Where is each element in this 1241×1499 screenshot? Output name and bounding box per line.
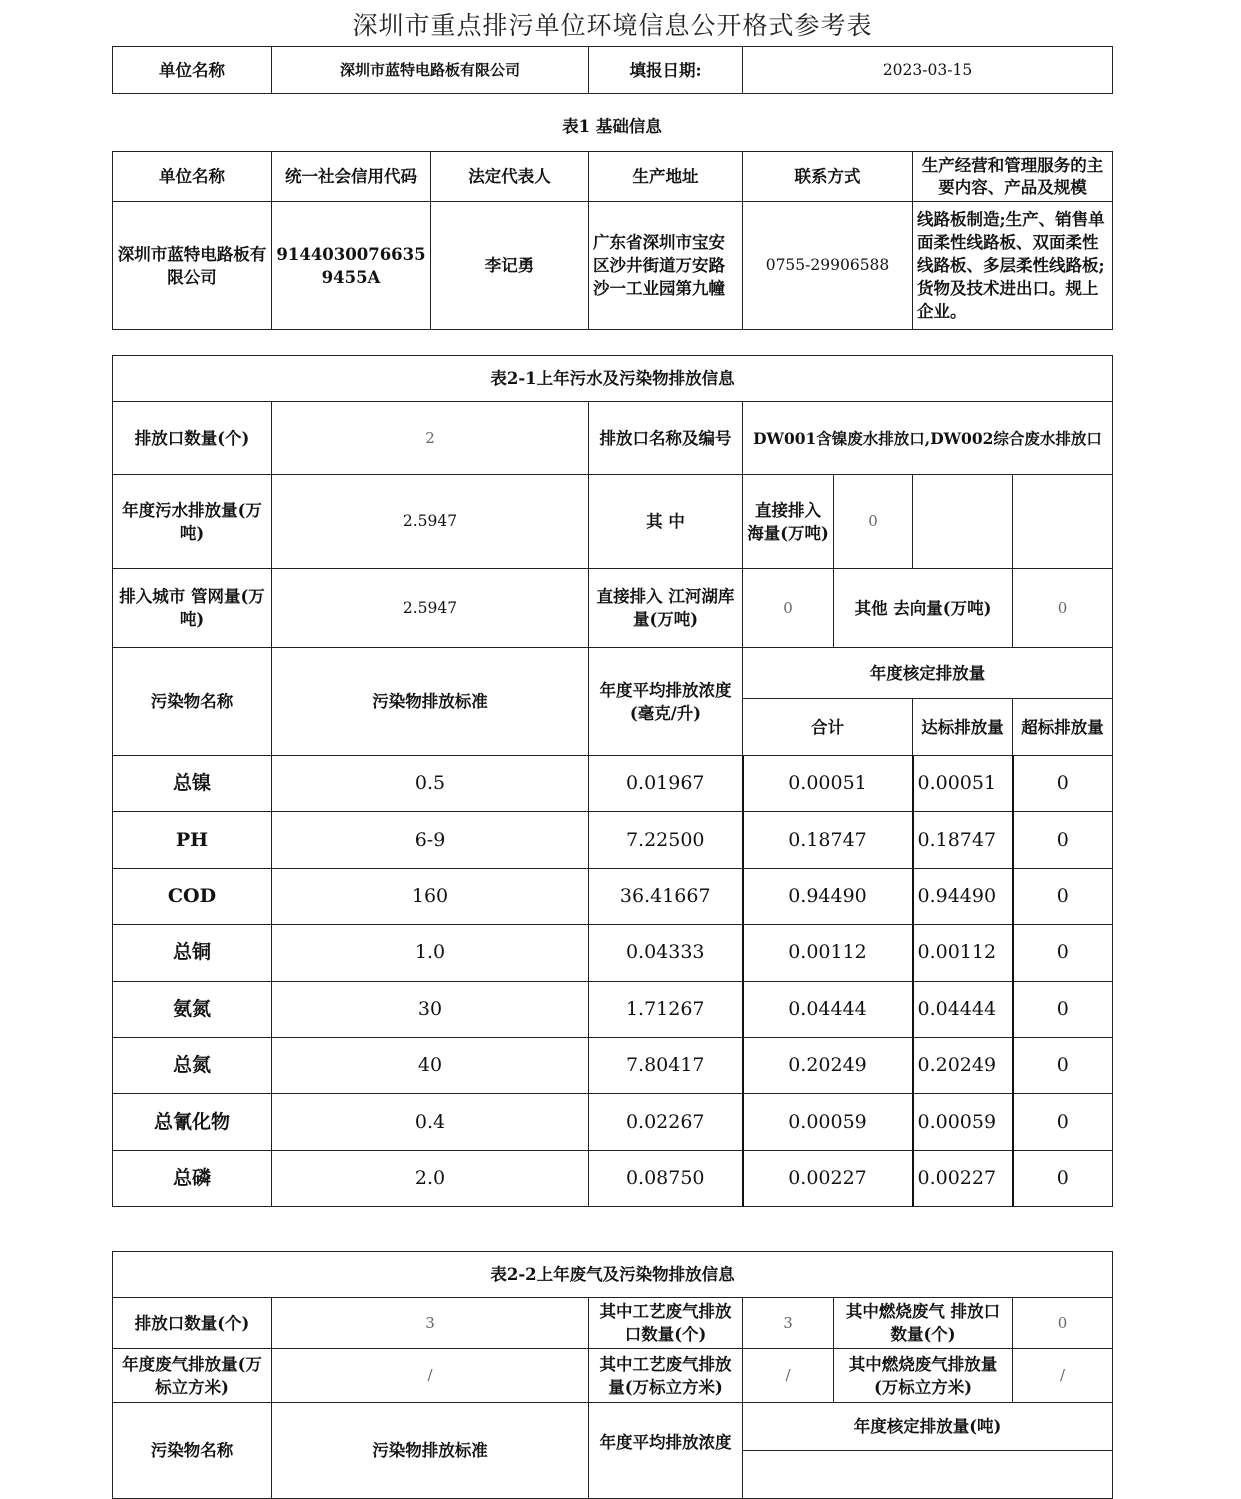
ww-sea-value: 0 <box>834 475 913 569</box>
ww-pollutant-compliant: 0.00059 <box>913 1094 1013 1150</box>
ww-pollutant-total: 0.20249 <box>743 1037 913 1093</box>
gas-process-amount-label: 其中工艺废气排放量(万标立方米) <box>589 1349 743 1403</box>
ww-pollutant-compliant: 0.00227 <box>913 1150 1013 1206</box>
ww-pollutant-name: 总铜 <box>113 925 272 981</box>
ww-pollutant-total: 0.94490 <box>743 868 913 924</box>
t1-credit-code: 91440300766359455A <box>272 202 431 330</box>
table21-caption: 表2-1上年污水及污染物排放信息 <box>113 356 1113 402</box>
table22-caption: 表2-2上年废气及污染物排放信息 <box>113 1252 1113 1298</box>
t1-header-contact: 联系方式 <box>743 152 913 202</box>
gas-process-count-label: 其中工艺废气排放口数量(个) <box>589 1298 743 1349</box>
ww-pollutant-exceed: 0 <box>1013 925 1113 981</box>
ww-pollutant-compliant: 0.20249 <box>913 1037 1013 1093</box>
table-row <box>113 812 1113 868</box>
ww-pollutant-compliant: 0.00051 <box>913 756 1013 812</box>
ww-sea-label: 直接排入海量(万吨) <box>743 475 834 569</box>
t1-unit-name: 深圳市蓝特电路板有限公司 <box>113 202 272 330</box>
ww-pollutant-exceed: 0 <box>1013 1037 1113 1093</box>
ww-city-label: 排入城市 管网量(万吨) <box>113 569 272 648</box>
t1-header-business: 生产经营和管理服务的主要内容、产品及规模 <box>913 152 1113 202</box>
ww-other-value: 0 <box>1013 569 1113 648</box>
page-title: 深圳市重点排污单位环境信息公开格式参考表 <box>352 11 873 40</box>
ww-pollutant-name: 氨氮 <box>113 981 272 1037</box>
ww-col-total: 合计 <box>743 699 913 756</box>
ww-pollutant-standard: 40 <box>272 1037 589 1093</box>
gas-process-amount: / <box>743 1349 834 1403</box>
gas-col-avg: 年度平均排放浓度 <box>589 1403 743 1499</box>
ww-col-approved: 年度核定排放量 <box>743 648 1113 699</box>
ww-col-exceed: 超标排放量 <box>1013 699 1113 756</box>
gas-combustion-amount-label: 其中燃烧废气排放量(万标立方米) <box>834 1349 1013 1403</box>
ww-river-label: 直接排入 江河湖库量(万吨) <box>589 569 743 648</box>
ww-pollutant-avg: 0.04333 <box>589 925 743 981</box>
ww-pollutant-exceed: 0 <box>1013 812 1113 868</box>
ww-pollutant-exceed: 0 <box>1013 1094 1113 1150</box>
ww-pollutant-compliant: 0.04444 <box>913 981 1013 1037</box>
t1-legal-rep: 李记勇 <box>431 202 589 330</box>
gas-outlet-count-label: 排放口数量(个) <box>113 1298 272 1349</box>
ww-pollutant-exceed: 0 <box>1013 868 1113 924</box>
gas-col-approved: 年度核定排放量(吨) <box>743 1403 1113 1451</box>
ww-outlet-names: DW001含镍废水排放口,DW002综合废水排放口 <box>743 402 1113 475</box>
ww-other-label: 其他 去向量(万吨) <box>834 569 1013 648</box>
ww-pollutant-avg: 0.02267 <box>589 1094 743 1150</box>
table-row <box>113 1094 1113 1150</box>
ww-pollutant-name: COD <box>113 868 272 924</box>
ww-pollutant-avg: 7.22500 <box>589 812 743 868</box>
gas-empty-cell <box>743 1451 1113 1499</box>
ww-pollutant-standard: 1.0 <box>272 925 589 981</box>
ww-col-compliant: 达标排放量 <box>913 699 1013 756</box>
t1-header-address: 生产地址 <box>589 152 743 202</box>
ww-pollutant-standard: 160 <box>272 868 589 924</box>
table-row <box>113 756 1113 812</box>
gas-combustion-count-label: 其中燃烧废气 排放口数量(个) <box>834 1298 1013 1349</box>
ww-pollutant-avg: 0.08750 <box>589 1150 743 1206</box>
ww-col-standard: 污染物排放标准 <box>272 648 589 756</box>
wastewater-table <box>112 355 1113 1207</box>
ww-pollutant-standard: 0.5 <box>272 756 589 812</box>
t1-contact: 0755-29906588 <box>743 202 913 330</box>
gas-combustion-count: 0 <box>1013 1298 1113 1349</box>
gas-outlet-count: 3 <box>272 1298 589 1349</box>
ww-outlet-names-label: 排放口名称及编号 <box>589 402 743 475</box>
ww-pollutant-exceed: 0 <box>1013 1150 1113 1206</box>
t1-header-legal: 法定代表人 <box>431 152 589 202</box>
gas-annual-value: / <box>272 1349 589 1403</box>
ww-pollutant-total: 0.00059 <box>743 1094 913 1150</box>
table1-caption: 表1 基础信息 <box>562 117 662 136</box>
ww-empty-cell <box>913 475 1013 569</box>
unit-name-label: 单位名称 <box>113 47 272 94</box>
ww-empty-cell <box>1013 475 1113 569</box>
ww-outlet-count: 2 <box>272 402 589 475</box>
ww-pollutant-compliant: 0.00112 <box>913 925 1013 981</box>
ww-pollutant-compliant: 0.94490 <box>913 868 1013 924</box>
gas-col-pollutant: 污染物名称 <box>113 1403 272 1499</box>
ww-col-pollutant: 污染物名称 <box>113 648 272 756</box>
ww-city-value: 2.5947 <box>272 569 589 648</box>
ww-pollutant-name: 总氰化物 <box>113 1094 272 1150</box>
ww-pollutant-name: PH <box>113 812 272 868</box>
ww-pollutant-total: 0.00051 <box>743 756 913 812</box>
ww-pollutant-standard: 6-9 <box>272 812 589 868</box>
ww-pollutant-standard: 30 <box>272 981 589 1037</box>
ww-outlet-count-label: 排放口数量(个) <box>113 402 272 475</box>
ww-pollutant-avg: 1.71267 <box>589 981 743 1037</box>
ww-pollutant-avg: 0.01967 <box>589 756 743 812</box>
ww-pollutant-exceed: 0 <box>1013 981 1113 1037</box>
table-row <box>113 1037 1113 1093</box>
ww-pollutant-exceed: 0 <box>1013 756 1113 812</box>
ww-pollutant-name: 总磷 <box>113 1150 272 1206</box>
header-table <box>112 46 1113 94</box>
report-date-value: 2023-03-15 <box>743 47 1113 94</box>
ww-pollutant-total: 0.00227 <box>743 1150 913 1206</box>
t1-address: 广东省深圳市宝安区沙井街道万安路沙一工业园第九幢 <box>589 202 743 330</box>
t1-business: 线路板制造;生产、销售单面柔性线路板、双面柔性线路板、多层柔性线路板;货物及技术进出口。规上企业。 <box>913 202 1113 330</box>
ww-annual-value: 2.5947 <box>272 475 589 569</box>
ww-pollutant-name: 总氮 <box>113 1037 272 1093</box>
gas-annual-label: 年度废气排放量(万标立方米) <box>113 1349 272 1403</box>
waste-gas-table <box>112 1251 1113 1499</box>
table-row <box>113 1150 1113 1206</box>
ww-of-which: 其 中 <box>589 475 743 569</box>
ww-pollutant-compliant: 0.18747 <box>913 812 1013 868</box>
table-row <box>113 981 1113 1037</box>
ww-river-value: 0 <box>743 569 834 648</box>
ww-pollutant-standard: 0.4 <box>272 1094 589 1150</box>
table-row <box>113 925 1113 981</box>
ww-pollutant-avg: 36.41667 <box>589 868 743 924</box>
gas-combustion-amount: / <box>1013 1349 1113 1403</box>
table-row <box>113 868 1113 924</box>
ww-pollutant-total: 0.18747 <box>743 812 913 868</box>
basic-info-table <box>112 151 1113 330</box>
ww-pollutant-total: 0.00112 <box>743 925 913 981</box>
t1-header-credit: 统一社会信用代码 <box>272 152 431 202</box>
ww-pollutant-total: 0.04444 <box>743 981 913 1037</box>
ww-annual-label: 年度污水排放量(万吨) <box>113 475 272 569</box>
gas-process-count: 3 <box>743 1298 834 1349</box>
report-date-label: 填报日期: <box>589 47 743 94</box>
ww-pollutant-avg: 7.80417 <box>589 1037 743 1093</box>
gas-col-standard: 污染物排放标准 <box>272 1403 589 1499</box>
ww-col-avg: 年度平均排放浓度(毫克/升) <box>589 648 743 756</box>
unit-name-value: 深圳市蓝特电路板有限公司 <box>272 47 589 94</box>
ww-pollutant-standard: 2.0 <box>272 1150 589 1206</box>
t1-header-unit: 单位名称 <box>113 152 272 202</box>
ww-pollutant-name: 总镍 <box>113 756 272 812</box>
